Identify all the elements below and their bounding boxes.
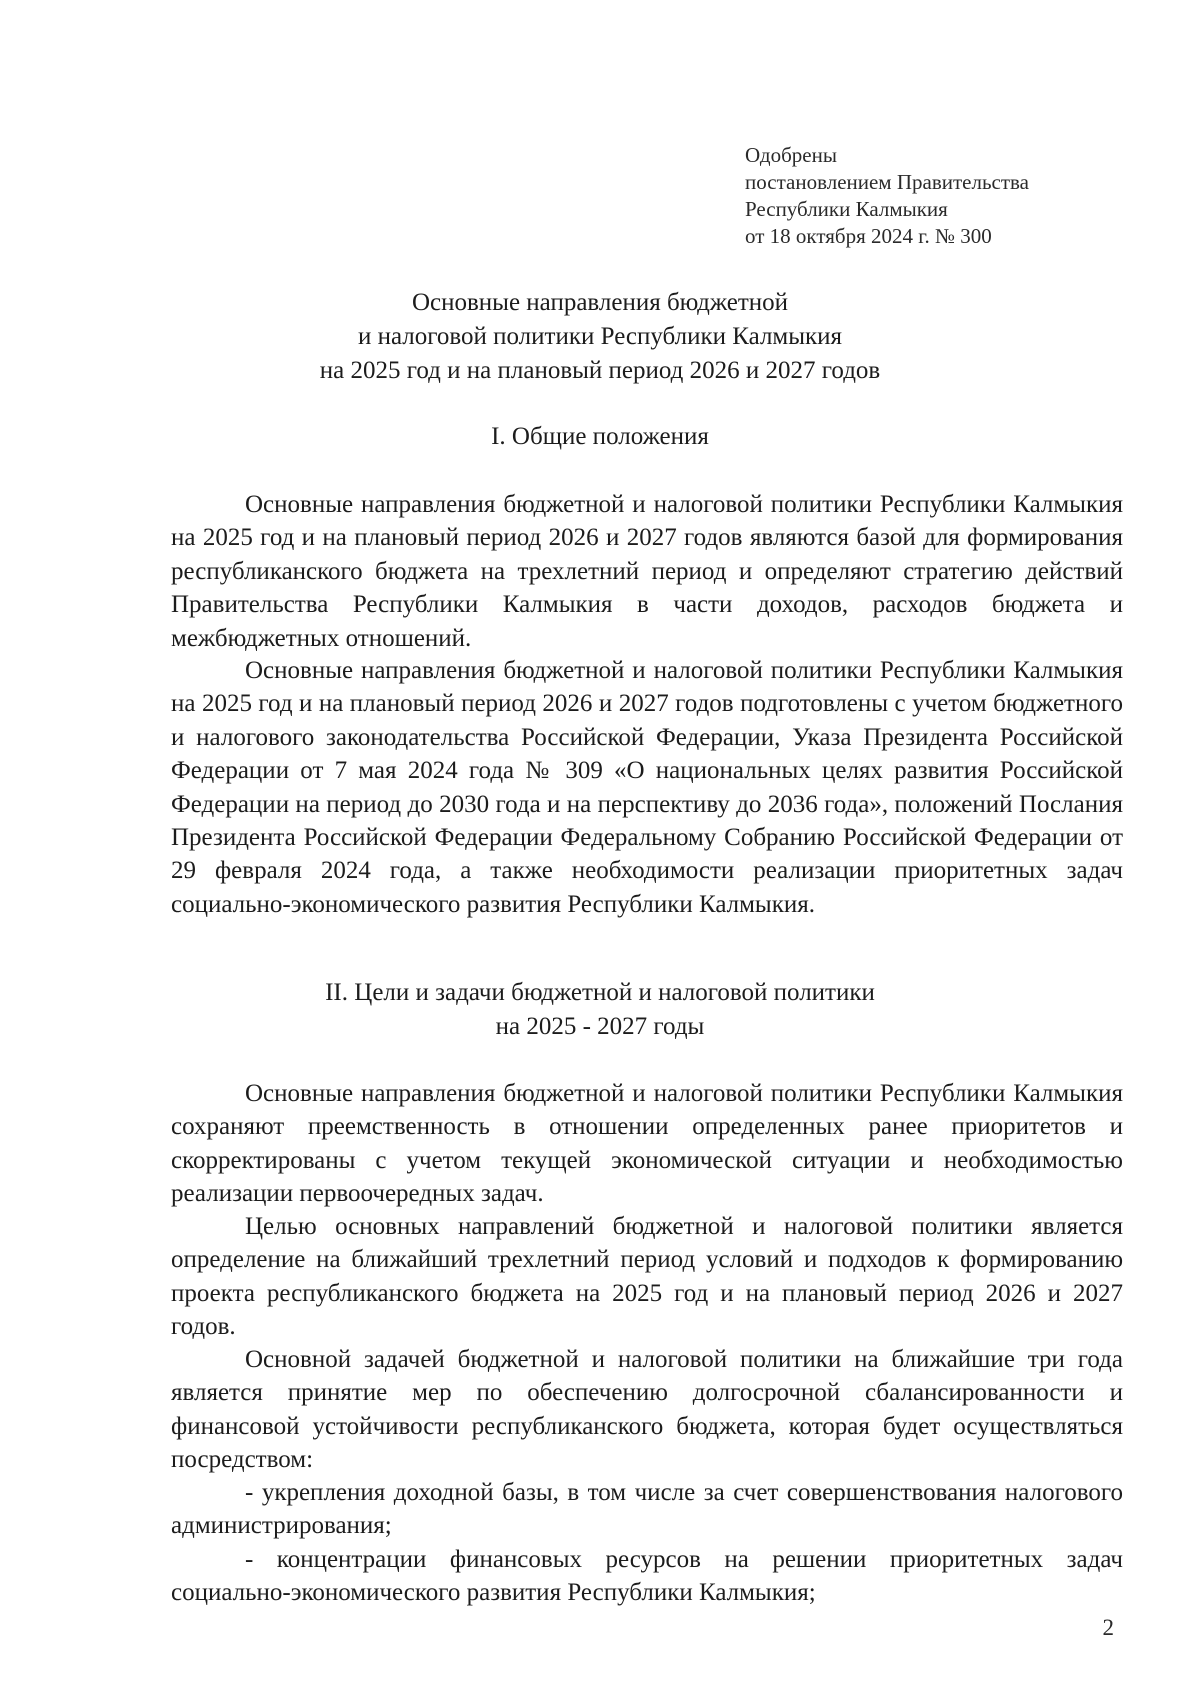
heading-line: на 2025 - 2027 годы — [495, 1013, 705, 1040]
approval-line: от 18 октября 2024 г. № 300 — [745, 224, 992, 248]
approval-stamp — [745, 142, 1029, 250]
heading-line: I. Общие положения — [491, 423, 709, 450]
heading-line: II. Цели и задачи бюджетной и налоговой политики — [325, 979, 875, 1006]
page-number: 2 — [1102, 1615, 1114, 1640]
list-item: - укрепления доходной базы, в том числе за счет совершенствования налогового администрирования; — [171, 1479, 1123, 1540]
section-heading-goals — [150, 976, 1050, 1044]
paragraph: Основные направления бюджетной и налоговой политики Республики Калмыкия на 2025 год и на плановый период 2026 и 2027 годов подготовлены с учетом бюджетного и налогового законодательства Российской Федерации, Указа Президента Российской Федерации от 7 мая 2024 года № 309 «О национальных целях развития Российской Федерации на период до 2030 года и на перспективу до 2036 года», положений Послания Президента Российской Федерации Федеральному Собранию Российской Федерации от 29 февраля 2024 года, а также необходимости реализации приоритетных задач социально-экономического развития Республики Калмыкия. — [171, 657, 1123, 918]
section-heading-general — [150, 420, 1050, 454]
document-title — [150, 286, 1050, 388]
title-line: и налоговой политики Республики Калмыкия — [357, 323, 843, 350]
paragraph: Основные направления бюджетной и налоговой политики Республики Калмыкия на 2025 год и на плановый период 2026 и 2027 годов являются базой для формирования республиканского бюджета на трехлетний период и определяют стратегию действий Правительства Республики Калмыкия в части доходов, расходов бюджета и межбюджетных отношений. — [171, 491, 1123, 652]
title-line: Основные направления бюджетной — [411, 289, 789, 316]
paragraph: Основной задачей бюджетной и налоговой политики на ближайшие три года является принятие мер по обеспечению долгосрочной сбалансированности и финансовой устойчивости республиканского бюджета, которая будет осуществляться посредством: — [171, 1346, 1123, 1474]
paragraph: Основные направления бюджетной и налоговой политики Республики Калмыкия сохраняют преемственность в отношении определенных ранее приоритетов и скорректированы с учетом текущей экономической ситуации и необходимостью реализации первоочередных задач. — [171, 1080, 1123, 1208]
list-item: - концентрации финансовых ресурсов на решении приоритетных задач социально-экономического развития Республики Калмыкия; — [171, 1546, 1123, 1607]
title-line: на 2025 год и на плановый период 2026 и 2027 годов — [319, 357, 881, 384]
approval-line: постановлением Правительства — [745, 170, 1030, 194]
approval-line: Республики Калмыкия — [745, 197, 948, 221]
approval-line: Одобрены — [745, 143, 837, 167]
paragraph: Целью основных направлений бюджетной и налоговой политики является определение на ближайший трехлетний период условий и подходов к формированию проекта республиканского бюджета на 2025 год и на плановый период 2026 и 2027 годов. — [171, 1213, 1123, 1341]
